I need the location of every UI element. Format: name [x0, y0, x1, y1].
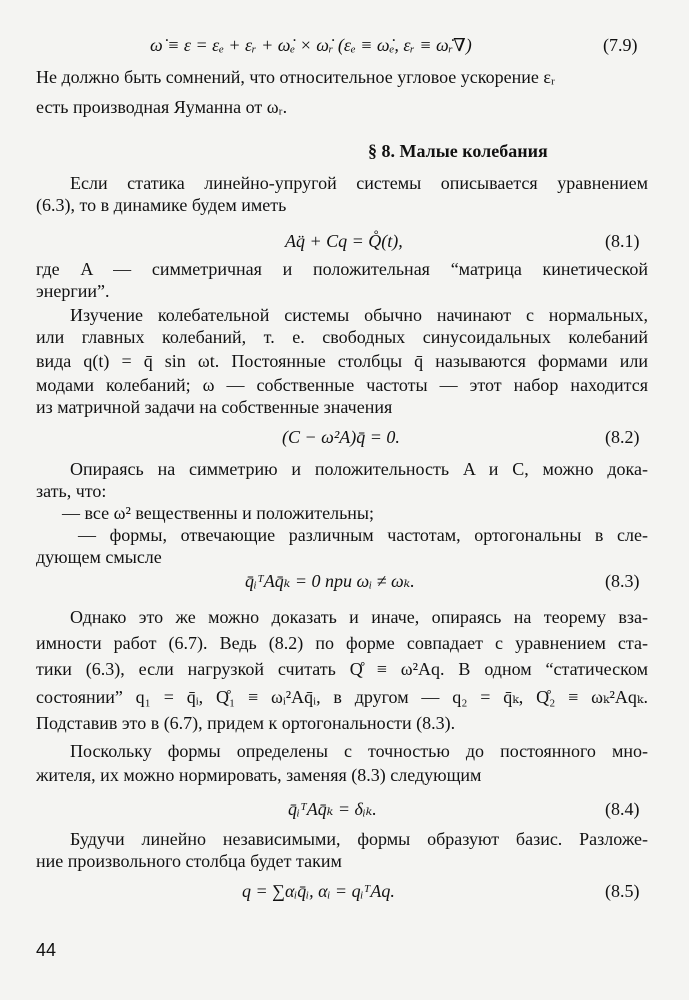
text-line: из матричной задачи на собственные значения — [36, 397, 393, 417]
text-line: Опираясь на симметрию и положительность A и C, можно дока- — [70, 459, 648, 479]
text-line: Поскольку формы определены с точностью до постоянного мно- — [70, 741, 648, 761]
text-line: зать, что: — [36, 481, 107, 501]
text-line: Если статика линейно-упругой системы описывается уравнением — [70, 173, 648, 193]
text-line: Однако это же можно доказать и иначе, опираясь на теорему вза- — [70, 607, 648, 627]
equation-8-1: Aq̈ + Cq = Q̊(t), — [285, 231, 403, 251]
text-line: вида q(t) = q̄ sin ωt. Постоянные столбцы q̄ называются формами или — [36, 351, 648, 371]
text-line: дующем смысле — [36, 547, 162, 567]
text-line: где A — симметричная и положительная “матрица кинетической — [36, 259, 648, 279]
text-line: тики (6.3), если нагрузкой считать Q̊ ≡ ω²Aq. В одном “статическом — [36, 659, 648, 679]
equation-8-2: (C − ω²A)q̄ = 0. — [282, 427, 400, 447]
text-line: Изучение колебательной системы обычно начинают с нормальных, — [70, 305, 648, 325]
equation-8-4: q̄ᵢᵀAq̄ₖ = δᵢₖ. — [288, 799, 377, 819]
equation-8-3: q̄ᵢᵀAq̄ₖ = 0 при ωᵢ ≠ ωₖ. — [245, 571, 415, 591]
text-line: модами колебаний; ω — собственные частоты — этот набор находится — [36, 375, 648, 395]
equation-7-9: ω̇ ≡ ε = εₑ + εᵣ + ω̇ₑ × ω̇ᵣ (εₑ ≡ ω̇ₑ, εᵣ ≡ ω̇ᵣ∇) — [150, 35, 472, 55]
text-line: есть производная Яуманна от ωᵣ. — [36, 97, 288, 117]
text-line: — формы, отвечающие различным частотам, ортогональны в сле- — [78, 525, 648, 545]
text-line: или главных колебаний, т. е. свободных синусоидальных колебаний — [36, 327, 648, 347]
text-line: жителя, их можно нормировать, заменяя (8.3) следующим — [36, 765, 482, 785]
text-line: энергии”. — [36, 281, 110, 301]
text-line: (6.3), то в динамике будем иметь — [36, 195, 287, 215]
equation-number-8-1: (8.1) — [605, 231, 640, 251]
text-line: состоянии” q₁ = q̄ᵢ, Q̊₁ ≡ ωᵢ²Aq̄ᵢ, в другом — q₂ = q̄ₖ, Q̊₂ ≡ ωₖ²Aqₖ. — [36, 687, 648, 707]
section-heading: § 8. Малые колебания — [368, 141, 548, 161]
equation-number-7-9: (7.9) — [603, 35, 638, 55]
text-line: — все ω² вещественны и положительны; — [62, 503, 375, 523]
text-line: Будучи линейно независимыми, формы образуют базис. Разложе- — [70, 829, 648, 849]
equation-number-8-3: (8.3) — [605, 571, 640, 591]
text-line: имности работ (6.7). Ведь (8.2) по форме совпадает с уравнением ста- — [36, 633, 648, 653]
equation-number-8-5: (8.5) — [605, 881, 640, 901]
equation-number-8-4: (8.4) — [605, 799, 640, 819]
page-number: 44 — [36, 940, 57, 960]
equation-8-5: q = ∑αᵢq̄ᵢ, αᵢ = qᵢᵀAq. — [242, 881, 395, 901]
text-line: ние произвольного столбца будет таким — [36, 851, 342, 871]
text-line: Не должно быть сомнений, что относительное угловое ускорение εᵣ — [36, 67, 556, 87]
text-line: Подставив это в (6.7), придем к ортогональности (8.3). — [36, 713, 456, 733]
equation-number-8-2: (8.2) — [605, 427, 640, 447]
